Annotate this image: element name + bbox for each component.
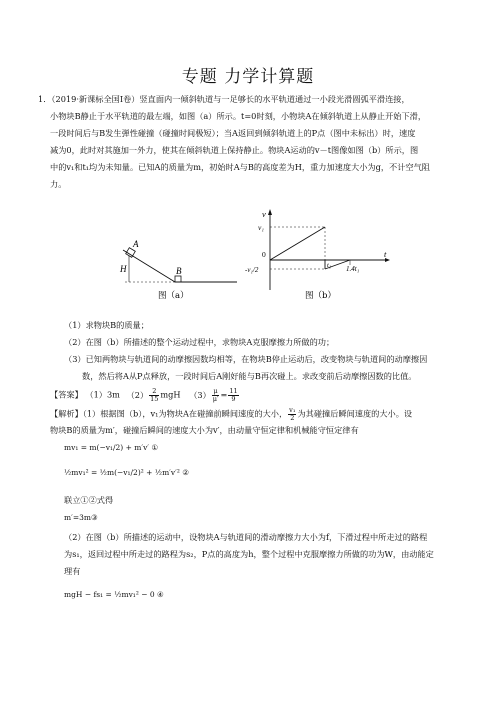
figure-a-label-H: H: [120, 264, 127, 274]
figure-a: [85, 232, 245, 312]
equation-3: m′=3m③: [64, 513, 98, 522]
answer-3-prefix: （3）: [189, 389, 211, 400]
figure-b: [245, 205, 395, 310]
figure-a-label-B: B: [176, 266, 182, 276]
analysis-line-1-text-a: （1）根据图（b），v₁为物块A在碰撞前瞬间速度的大小，: [82, 408, 288, 419]
problem-line-3: 一段时间后与B发生弹性碰撞（碰撞时间极短）；当A返回到倾斜轨道上的P点（图中未标出）时，速度: [50, 128, 416, 138]
problem-line-1: 1．（2019·新课标全国Ⅰ卷）竖直面内一倾斜轨道与一足够长的水平轨道通过一小段光滑圆弧平滑连接，: [38, 94, 410, 104]
problem-line-4: 减为0，此时对其施加一外力，使其在倾斜轨道上保持静止。物块A运动的v－t图像如图（b）所示，图: [50, 145, 419, 155]
problem-line-5: 中的v₁和t₁均为未知量。已知A的质量为m，初始时A与B的高度差为H，重力加速度大小为g，不计空气阻: [50, 162, 430, 172]
answer-2-prefix: （2）: [126, 389, 149, 400]
equation-4: mgH − fs₁ = ½mv₁² − 0 ④: [64, 590, 164, 599]
problem-line-6: 力。: [50, 179, 67, 189]
problem-line-2: 小物块B静止于水平轨道的最左端，如图（a）所示。t=0时刻，小物块A在倾斜轨道上从静止开始下滑，: [50, 111, 427, 121]
question-3-line-2: 数，然后将A从P点释放，一段时间后A刚好能与B再次碰上。求改变前后动摩擦因数的比值。: [82, 371, 417, 381]
analysis-line-3: 联立①②式得: [64, 495, 114, 505]
question-3-line-1: （3）已知两物块与轨道间的动摩擦因数均相等，在物块B停止运动后，改变物块与轨道间的动摩擦因: [64, 354, 428, 364]
question-2: （2）在图（b）所描述的整个运动过程中，求物块A克服摩擦力所做的功；: [64, 337, 335, 347]
analysis-line-5: 为s₁，返回过程中所走过的路程为s₂，P点的高度为h，整个过程中克服摩擦力所做的功为W，由动能定: [64, 549, 434, 559]
analysis-line-1: [50, 407, 480, 422]
question-1: （1）求物块B的质量；: [64, 320, 149, 330]
figure-b-label-t: t: [384, 249, 387, 259]
equation-2: ½mv₁² = ½m(−v₁/2)² + ½m′v′² ②: [64, 468, 189, 477]
answer-1: （1）3m: [85, 389, 120, 400]
analysis-line-2: 物块B的质量为m′，碰撞后瞬间的速度大小为v′，由动量守恒定律和机械能守恒定律有: [50, 425, 359, 435]
answer-line: [50, 388, 480, 403]
figure-b-label-v1: v₁: [258, 223, 264, 232]
answer-label: 【答案】: [50, 389, 83, 400]
analysis-label: 【解析】: [50, 408, 83, 419]
answer-2-suffix: mgH: [160, 389, 181, 400]
figure-a-label-A: A: [133, 239, 139, 249]
equation-1: mv₁ = m(−v₁/2) + m′v′ ①: [64, 443, 159, 452]
figure-b-label-t1: t₁: [327, 262, 332, 269]
answer-3-equals: =: [220, 389, 228, 400]
analysis-line-6: 理有: [64, 566, 81, 576]
figure-b-label-v: v: [262, 209, 266, 219]
page-title: 专题 力学计算题: [181, 67, 315, 87]
analysis-line-1-text-b: 为其碰撞后瞬间速度的大小。设: [297, 408, 413, 419]
figure-b-caption: 图（b）: [305, 291, 336, 301]
answer-3-fraction-right: $\frac{11}{9}$: [229, 387, 238, 403]
figure-a-caption: 图（a）: [158, 291, 189, 301]
figure-b-label-origin: 0: [262, 250, 266, 259]
answer-2-fraction: $\frac{2}{15}$: [150, 387, 159, 403]
analysis-fraction-v1-2: $\frac{\text{v₁}}{2}$: [289, 406, 296, 422]
figure-b-label-neg: -v₁/2: [245, 266, 259, 274]
answer-3-fraction-left: $\frac{\mu}{\mu'}$: [212, 387, 219, 403]
analysis-line-4: （2）在图（b）所描述的运动中，设物块A与轨道间的滑动摩擦力大小为f，下滑过程中所走过的路程: [64, 532, 428, 542]
figure-b-label-14t1: 1.4t₁: [346, 265, 360, 273]
